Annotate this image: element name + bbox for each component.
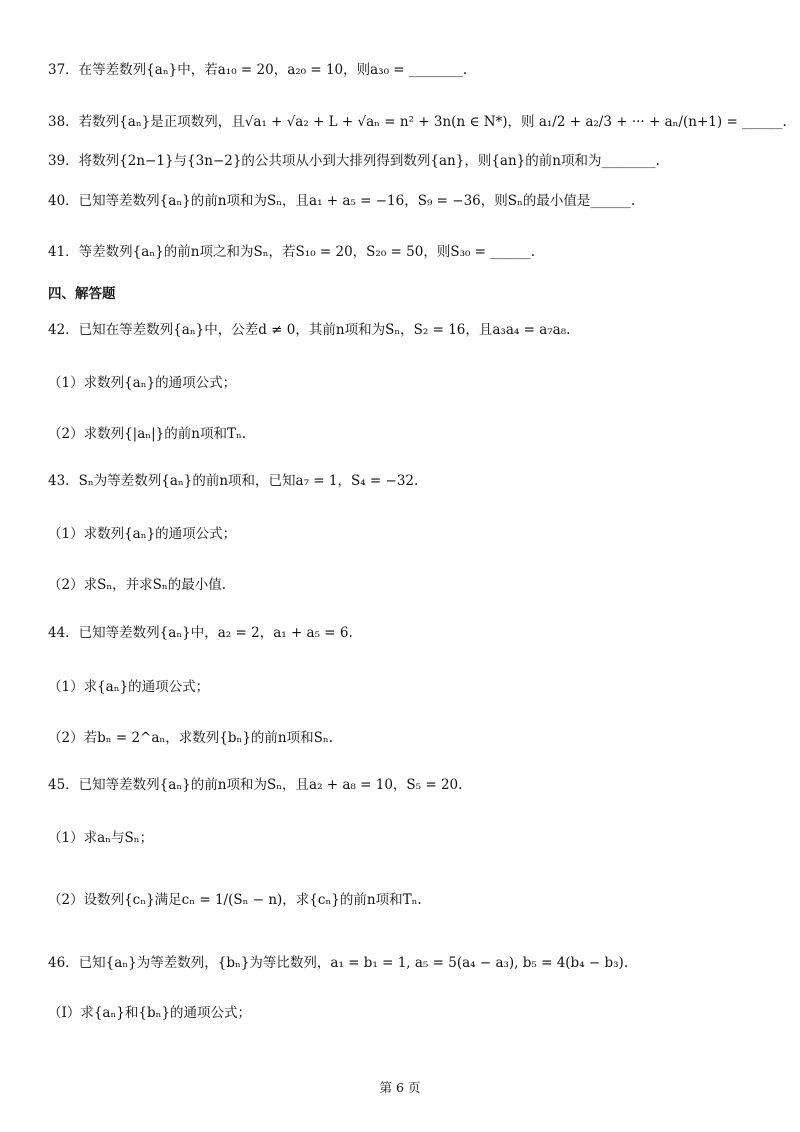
question-42-part-1: （1）求数列{aₙ}的通项公式； [48, 375, 237, 391]
question-39: 39．将数列{2n−1}与{3n−2}的公共项从小到大排列得到数列{an}，则{an}的前n项和为________. [48, 153, 660, 169]
question-43-part-2: （2）求Sₙ，并求Sₙ的最小值. [48, 577, 227, 593]
question-45-part-1: （1）求aₙ与Sₙ； [48, 830, 154, 846]
question-45-part-2: （2）设数列{cₙ}满足cₙ = 1/(Sₙ − n)，求{cₙ}的前n项和Tₙ. [48, 892, 422, 908]
question-42: 42．已知在等差数列{aₙ}中，公差d ≠ 0，其前n项和为Sₙ，S₂ = 16，且a₃a₄ = a₇a₈. [48, 322, 571, 338]
question-41: 41．等差数列{aₙ}的前n项之和为Sₙ，若S₁₀ = 20，S₂₀ = 50，则S₃₀ = ______. [48, 244, 536, 260]
question-43: 43．Sₙ为等差数列{aₙ}的前n项和，已知a₇ = 1，S₄ = −32. [48, 473, 419, 489]
question-44: 44．已知等差数列{aₙ}中，a₂ = 2，a₁ + a₅ = 6. [48, 625, 353, 641]
question-44-part-1: （1）求{aₙ}的通项公式； [48, 679, 210, 695]
question-45: 45．已知等差数列{aₙ}的前n项和为Sₙ，且a₂ + a₈ = 10，S₅ = 20. [48, 777, 463, 793]
question-46-part-1: （Ⅰ）求{aₙ}和{bₙ}的通项公式； [48, 1005, 252, 1021]
question-37: 37．在等差数列{aₙ}中，若a₁₀ = 20，a₂₀ = 10，则a₃₀ = ________. [48, 62, 468, 78]
question-43-part-1: （1）求数列{aₙ}的通项公式； [48, 526, 237, 542]
question-46: 46．已知{aₙ}为等差数列，{bₙ}为等比数列，a₁ = b₁ = 1, a₅ = 5(a₄ − a₃), b₅ = 4(b₄ − b₃). [48, 955, 629, 971]
question-42-part-2: （2）求数列{|aₙ|}的前n项和Tₙ. [48, 426, 247, 442]
question-38: 38．若数列{aₙ}是正项数列，且√a₁ + √a₂ + L + √aₙ = n² + 3n(n ∈ N*)，则 a₁/2 + a₂/3 + ··· + aₙ/(n+1) = ______. [48, 114, 787, 130]
page-number: 第 6 页 [379, 1080, 421, 1095]
section-heading: 四、解答题 [48, 286, 116, 302]
question-40: 40．已知等差数列{aₙ}的前n项和为Sₙ，且a₁ + a₅ = −16，S₉ = −36，则Sₙ的最小值是______. [48, 193, 636, 209]
question-44-part-2: （2）若bₙ = 2^aₙ，求数列{bₙ}的前n项和Sₙ. [48, 730, 333, 746]
